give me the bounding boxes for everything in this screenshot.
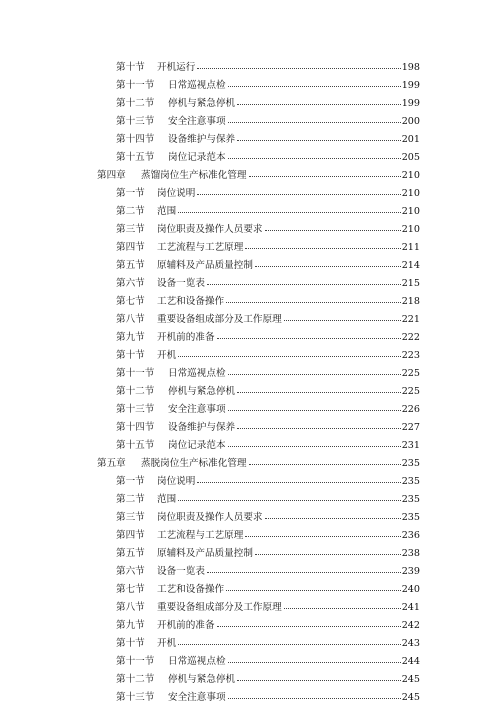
page-number: 211 <box>401 242 420 253</box>
toc-section-entry <box>116 632 420 649</box>
dot-leader <box>228 158 401 159</box>
entry-title: 蒸馏岗位生产标准化管理 <box>141 170 247 181</box>
entry-title: 开机前的准备 <box>157 332 215 343</box>
section-number: 第三节 <box>116 224 145 235</box>
toc-section-entry <box>116 434 420 451</box>
dot-leader <box>237 140 401 141</box>
page-number: 210 <box>401 188 420 199</box>
toc-section-entry <box>116 236 420 253</box>
page-number: 241 <box>401 602 420 613</box>
toc-section-entry <box>116 650 420 667</box>
toc-section-entry <box>116 344 420 361</box>
toc-section-entry <box>116 254 420 271</box>
page-number: 198 <box>401 62 420 73</box>
entry-title: 重要设备组成部分及工作原理 <box>157 602 282 613</box>
dot-leader <box>197 482 400 483</box>
dot-leader <box>178 212 401 213</box>
section-number: 第一节 <box>116 188 145 199</box>
dot-leader <box>249 464 401 465</box>
page-number: 235 <box>401 512 420 523</box>
dot-leader <box>226 302 401 303</box>
page-number: 240 <box>401 584 420 595</box>
toc-section-entry <box>116 218 420 235</box>
section-number: 第十节 <box>116 62 145 73</box>
toc-section-entry <box>116 326 420 343</box>
toc-section-entry <box>116 578 420 595</box>
section-number: 第四节 <box>116 530 145 541</box>
dot-leader <box>228 662 401 663</box>
toc-section-entry <box>116 200 420 217</box>
dot-leader <box>237 392 401 393</box>
section-number: 第十二节 <box>116 674 155 685</box>
toc-section-entry <box>116 506 420 523</box>
page-number: 210 <box>401 170 420 181</box>
dot-leader <box>178 356 401 357</box>
entry-title: 设备一览表 <box>157 566 205 577</box>
dot-leader <box>237 680 401 681</box>
section-number: 第十一节 <box>116 80 155 91</box>
page-number: 201 <box>401 134 420 145</box>
dot-leader <box>255 554 401 555</box>
dot-leader <box>228 446 401 447</box>
toc-section-entry <box>116 614 420 631</box>
toc-section-entry <box>116 182 420 199</box>
toc-section-entry <box>116 560 420 577</box>
toc-section-entry <box>116 488 420 505</box>
section-number: 第十五节 <box>116 152 155 163</box>
section-number: 第八节 <box>116 602 145 613</box>
dot-leader <box>228 410 401 411</box>
section-number: 第五节 <box>116 548 145 559</box>
dot-leader <box>284 608 401 609</box>
section-number: 第十三节 <box>116 404 155 415</box>
page-number: 227 <box>401 422 420 433</box>
toc-section-entry <box>116 398 420 415</box>
entry-title: 工艺和设备操作 <box>157 584 225 595</box>
entry-title: 岗位说明 <box>157 476 196 487</box>
page-number: 239 <box>401 566 420 577</box>
section-number: 第十节 <box>116 350 145 361</box>
entry-title: 工艺和设备操作 <box>157 296 225 307</box>
entry-title: 岗位职责及操作人员要求 <box>157 512 263 523</box>
page-number: 236 <box>401 530 420 541</box>
toc-section-entry <box>116 146 420 163</box>
page-number: 222 <box>401 332 420 343</box>
entry-title: 设备一览表 <box>157 278 205 289</box>
page-number: 245 <box>401 674 420 685</box>
section-number: 第十四节 <box>116 422 155 433</box>
page-number: 235 <box>401 476 420 487</box>
toc-section-entry <box>116 74 420 91</box>
page-number: 225 <box>401 368 420 379</box>
dot-leader <box>284 320 401 321</box>
entry-title: 工艺流程与工艺原理 <box>157 242 244 253</box>
chapter-number: 第四章 <box>97 170 126 181</box>
page-number: 245 <box>401 692 420 703</box>
entry-title: 岗位记录范本 <box>168 440 226 451</box>
section-number: 第五节 <box>116 260 145 271</box>
dot-leader <box>237 104 401 105</box>
dot-leader <box>217 338 401 339</box>
entry-title: 设备维护与保养 <box>168 134 236 145</box>
section-number: 第七节 <box>116 296 145 307</box>
section-number: 第一节 <box>116 476 145 487</box>
dot-leader <box>207 572 401 573</box>
entry-title: 停机与紧急停机 <box>168 674 236 685</box>
entry-title: 开机 <box>157 350 177 361</box>
dot-leader <box>197 68 400 69</box>
dot-leader <box>226 590 401 591</box>
dot-leader <box>249 176 401 177</box>
entry-title: 岗位说明 <box>157 188 196 199</box>
toc-section-entry <box>116 308 420 325</box>
dot-leader <box>228 86 401 87</box>
toc-section-entry <box>116 470 420 487</box>
section-number: 第十二节 <box>116 386 155 397</box>
dot-leader <box>228 122 401 123</box>
entry-title: 安全注意事项 <box>168 404 226 415</box>
toc-section-entry <box>116 56 420 73</box>
section-number: 第十四节 <box>116 134 155 145</box>
page-number: 214 <box>401 260 420 271</box>
entry-title: 停机与紧急停机 <box>168 98 236 109</box>
toc-section-entry <box>116 596 420 613</box>
entry-title: 安全注意事项 <box>168 116 226 127</box>
entry-title: 安全注意事项 <box>168 692 226 703</box>
toc-section-entry <box>116 110 420 127</box>
section-number: 第六节 <box>116 566 145 577</box>
section-number: 第三节 <box>116 512 145 523</box>
page-number: 218 <box>401 296 420 307</box>
entry-title: 开机 <box>157 638 177 649</box>
page-number: 242 <box>401 620 420 631</box>
section-number: 第十五节 <box>116 440 155 451</box>
toc-section-entry <box>116 128 420 145</box>
page-number: 231 <box>401 440 420 451</box>
section-number: 第二节 <box>116 494 145 505</box>
toc-section-entry <box>116 290 420 307</box>
entry-title: 设备维护与保养 <box>168 422 236 433</box>
dot-leader <box>245 536 400 537</box>
page-number: 210 <box>401 206 420 217</box>
toc-section-entry <box>116 542 420 559</box>
page-number: 225 <box>401 386 420 397</box>
dot-leader <box>178 500 401 501</box>
toc-section-entry <box>116 416 420 433</box>
section-number: 第九节 <box>116 332 145 343</box>
entry-title: 蒸脱岗位生产标准化管理 <box>141 458 247 469</box>
entry-title: 开机运行 <box>157 62 196 73</box>
page-number: 235 <box>401 458 420 469</box>
dot-leader <box>217 626 401 627</box>
entry-title: 日常巡视点检 <box>168 80 226 91</box>
entry-title: 日常巡视点检 <box>168 656 226 667</box>
entry-title: 岗位职责及操作人员要求 <box>157 224 263 235</box>
dot-leader <box>197 194 400 195</box>
page-number: 210 <box>401 224 420 235</box>
page-number: 199 <box>401 80 420 91</box>
entry-title: 范围 <box>157 494 177 505</box>
page-number: 205 <box>401 152 420 163</box>
toc-chapter-entry <box>97 164 420 181</box>
page-number: 238 <box>401 548 420 559</box>
dot-leader <box>255 266 401 267</box>
chapter-number: 第五章 <box>97 458 126 469</box>
toc-section-entry <box>116 380 420 397</box>
entry-title: 范围 <box>157 206 177 217</box>
entry-title: 工艺流程与工艺原理 <box>157 530 244 541</box>
dot-leader <box>228 374 401 375</box>
section-number: 第十一节 <box>116 656 155 667</box>
dot-leader <box>265 518 401 519</box>
entry-title: 日常巡视点检 <box>168 368 226 379</box>
entry-title: 开机前的准备 <box>157 620 215 631</box>
page-number: 223 <box>401 350 420 361</box>
toc-section-entry <box>116 92 420 109</box>
section-number: 第十三节 <box>116 116 155 127</box>
section-number: 第十一节 <box>116 368 155 379</box>
toc-section-entry <box>116 686 420 703</box>
section-number: 第十三节 <box>116 692 155 703</box>
page-number: 221 <box>401 314 420 325</box>
section-number: 第二节 <box>116 206 145 217</box>
dot-leader <box>265 230 401 231</box>
section-number: 第九节 <box>116 620 145 631</box>
section-number: 第十二节 <box>116 98 155 109</box>
dot-leader <box>178 644 401 645</box>
dot-leader <box>228 698 401 699</box>
dot-leader <box>237 428 401 429</box>
toc-section-entry <box>116 668 420 685</box>
page-number: 215 <box>401 278 420 289</box>
page-number: 199 <box>401 98 420 109</box>
entry-title: 原辅料及产品质量控制 <box>157 260 253 271</box>
dot-leader <box>207 284 401 285</box>
page-number: 226 <box>401 404 420 415</box>
entry-title: 岗位记录范本 <box>168 152 226 163</box>
page-number: 243 <box>401 638 420 649</box>
section-number: 第八节 <box>116 314 145 325</box>
toc-section-entry <box>116 362 420 379</box>
section-number: 第七节 <box>116 584 145 595</box>
entry-title: 原辅料及产品质量控制 <box>157 548 253 559</box>
section-number: 第四节 <box>116 242 145 253</box>
section-number: 第十节 <box>116 638 145 649</box>
entry-title: 停机与紧急停机 <box>168 386 236 397</box>
dot-leader <box>245 248 400 249</box>
toc-section-entry <box>116 272 420 289</box>
page-number: 200 <box>401 116 420 127</box>
page-number: 244 <box>401 656 420 667</box>
toc-chapter-entry <box>97 452 420 469</box>
toc-section-entry <box>116 524 420 541</box>
entry-title: 重要设备组成部分及工作原理 <box>157 314 282 325</box>
section-number: 第六节 <box>116 278 145 289</box>
page-number: 235 <box>401 494 420 505</box>
